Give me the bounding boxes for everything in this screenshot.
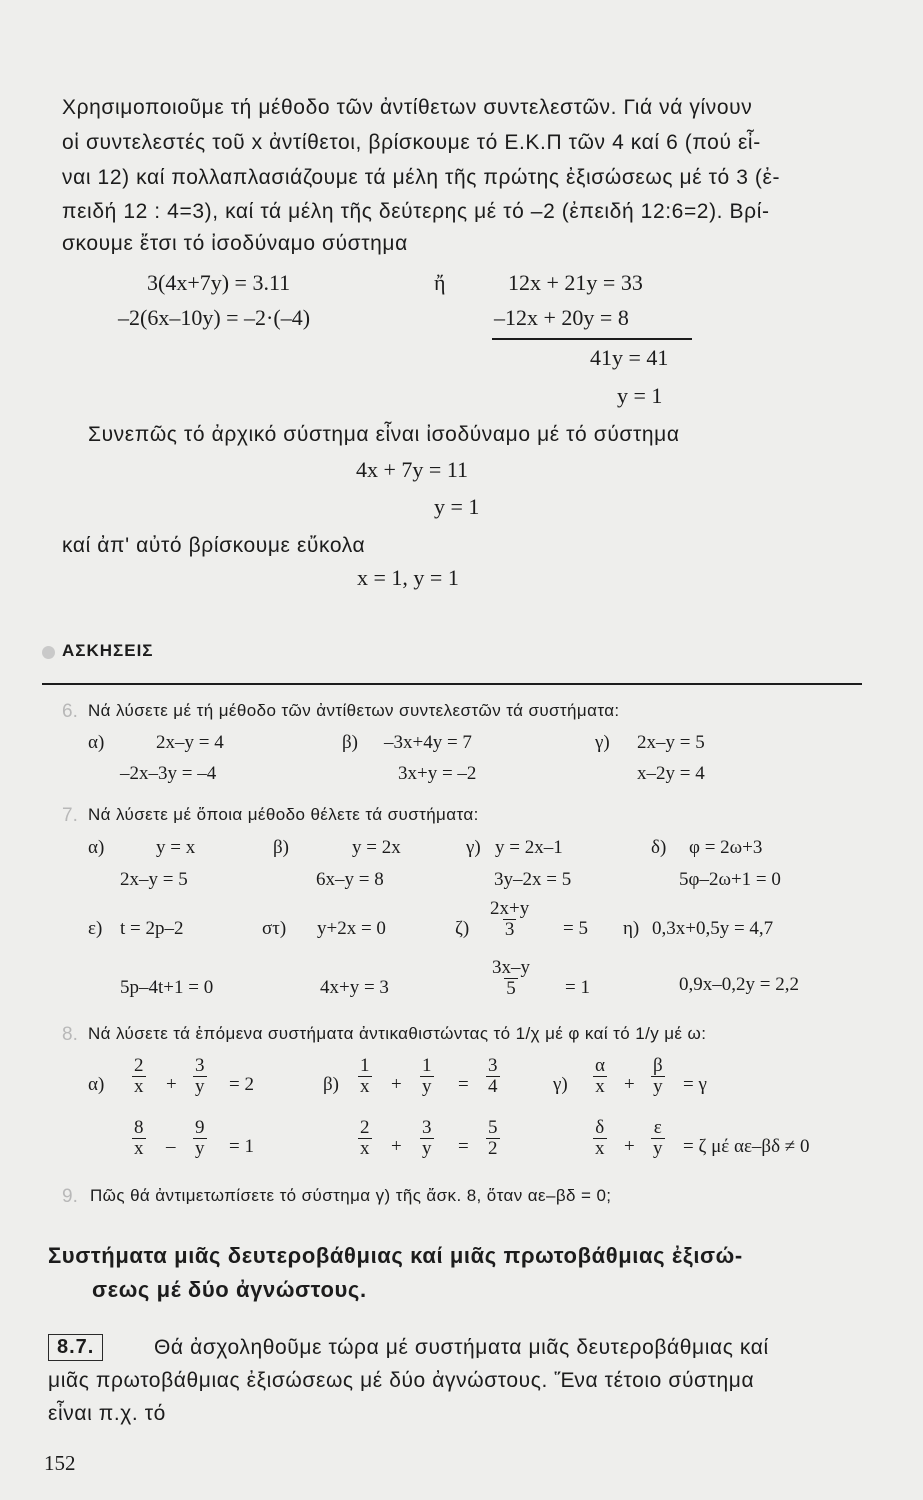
ex8-b1-frac2 xyxy=(420,1056,434,1097)
system-or: ἤ xyxy=(434,270,446,295)
ex7-d1: φ = 2ω+3 xyxy=(689,837,763,858)
ex8-b2-frac3 xyxy=(486,1118,500,1159)
ex6-b2: 3x+y = –2 xyxy=(398,763,477,784)
numerator: 2 xyxy=(134,1055,144,1076)
section-number-box: 8.7. xyxy=(48,1334,103,1361)
ex7-z1-rhs: = 5 xyxy=(563,918,588,939)
ex6-b1: –3x+4y = 7 xyxy=(384,732,472,753)
intro-line-4: πειδή 12 : 4=3), καί τά μέλη τῆς δεύτερης μέ τό –2 (ἐπειδή 12:6=2). Βρί- xyxy=(62,200,770,223)
ex6-a-label: α) xyxy=(88,732,105,753)
system-b3: 41y = 41 xyxy=(590,345,669,370)
ex7-d2: 5φ–2ω+1 = 0 xyxy=(679,869,781,890)
ex8-number: 8. xyxy=(62,1024,78,1045)
ex7-d-label: δ) xyxy=(651,837,667,858)
section-paragraph-line-3: εἶναι π.χ. τό xyxy=(48,1402,166,1425)
ex8-a1-frac1 xyxy=(132,1056,146,1097)
numerator: 5 xyxy=(488,1117,498,1138)
ex8-b1-eq: = xyxy=(458,1074,469,1095)
ex7-c2: 3y–2x = 5 xyxy=(494,869,572,890)
intro-line-2: οἱ συντελεστές τοῦ x ἀντίθετοι, βρίσκουμε τό Ε.Κ.Π τῶν 4 καί 6 (πού εἶ- xyxy=(62,131,761,154)
numerator: 1 xyxy=(422,1055,432,1076)
ex8-a2-frac1 xyxy=(132,1118,146,1159)
numerator: 8 xyxy=(134,1117,144,1138)
denominator: y xyxy=(195,1138,205,1159)
page-number: 152 xyxy=(44,1451,76,1475)
system-b4: y = 1 xyxy=(617,383,663,408)
denominator: y xyxy=(653,1076,663,1097)
ex8-a2-op: – xyxy=(166,1136,176,1157)
system-b1: 12x + 21y = 33 xyxy=(508,270,643,295)
ex6-text: Νά λύσετε μέ τή μέθοδο τῶν ἀντίθετων συντελεστῶν τά συστήματα: xyxy=(88,701,620,720)
ex8-c2-frac1 xyxy=(593,1118,607,1159)
ex7-a1: y = x xyxy=(156,837,196,858)
ex7-e-label: ε) xyxy=(88,918,103,939)
ex8-a1-rhs: = 2 xyxy=(229,1074,254,1095)
system-a2: –2(6x–10y) = –2·(–4) xyxy=(118,305,311,330)
ex6-c-label: γ) xyxy=(595,732,610,753)
numerator: 3 xyxy=(195,1055,205,1076)
intro-line-5: σκουμε ἔτσι τό ἰσοδύναμο σύστημα xyxy=(62,232,408,255)
denominator: x xyxy=(134,1076,144,1097)
ex7-z2-denominator: 5 xyxy=(506,978,516,999)
ex7-b-label: β) xyxy=(273,837,289,858)
conclusion-line2: καί ἀπ' αὐτό βρίσκουμε εὔκολα xyxy=(62,534,366,557)
ex6-b-label: β) xyxy=(342,732,358,753)
ex8-c1-frac2 xyxy=(651,1056,665,1097)
ex7-e1: t = 2p–2 xyxy=(120,918,184,939)
denominator: x xyxy=(134,1138,144,1159)
exercises-rule xyxy=(42,683,862,685)
ex8-b2-eq: = xyxy=(458,1136,469,1157)
conclusion-line: Συνεπῶς τό ἀρχικό σύστημα εἶναι ἰσοδύναμο μέ τό σύστημα xyxy=(88,423,680,446)
numerator: β xyxy=(653,1055,663,1076)
ex8-text: Νά λύσετε τά ἑπόμενα συστήματα ἀντικαθιστώντας τό 1/χ μέ φ καί τό 1/y μέ ω: xyxy=(88,1024,707,1043)
ex6-c2: x–2y = 4 xyxy=(637,763,705,784)
conclusion-eq2: y = 1 xyxy=(434,494,480,519)
conclusion-result: x = 1, y = 1 xyxy=(357,565,459,590)
ex7-h2: 0,9x–0,2y = 2,2 xyxy=(679,974,799,995)
ex7-z1-numerator: 2x+y xyxy=(490,898,530,919)
denominator: y xyxy=(195,1076,205,1097)
ex7-a2: 2x–y = 5 xyxy=(120,869,188,890)
denominator: 4 xyxy=(488,1076,498,1097)
ex7-z-label: ζ) xyxy=(455,918,470,939)
ex7-st2: 4x+y = 3 xyxy=(320,977,389,998)
ex7-text: Νά λύσετε μέ ὅποια μέθοδο θέλετε τά συστήματα: xyxy=(88,805,479,824)
ex7-st1: y+2x = 0 xyxy=(317,918,386,939)
ex8-b2-frac1 xyxy=(358,1118,372,1159)
ex9-number: 9. xyxy=(62,1186,78,1207)
denominator: x xyxy=(360,1076,370,1097)
denominator: x xyxy=(360,1138,370,1159)
numerator: 1 xyxy=(360,1055,370,1076)
conclusion-eq1: 4x + 7y = 11 xyxy=(356,457,468,482)
ex9-text: Πῶς θά ἀντιμετωπίσετε τό σύστημα γ) τῆς ἄσκ. 8, ὅταν αε–βδ = 0; xyxy=(90,1186,612,1205)
ex6-number: 6. xyxy=(62,701,78,722)
system-b2: –12x + 20y = 8 xyxy=(494,305,629,330)
ex8-c2-rhs: = ζ μέ αε–βδ ≠ 0 xyxy=(683,1136,810,1157)
ex6-a1: 2x–y = 4 xyxy=(156,732,224,753)
section-title-line-1: Συστήματα μιᾶς δευτεροβάθμιας καί μιᾶς πρωτοβάθμιας ἐξισώ- xyxy=(48,1243,743,1268)
exercises-title: ΑΣΚΗΣΕΙΣ xyxy=(62,641,154,660)
ex6-a2: –2x–3y = –4 xyxy=(120,763,217,784)
ex8-a1-op: + xyxy=(166,1074,177,1095)
ex7-st-label: στ) xyxy=(262,918,287,939)
denominator: y xyxy=(653,1138,663,1159)
ex8-c2-frac2 xyxy=(651,1118,665,1159)
ex8-c1-op: + xyxy=(624,1074,635,1095)
numerator: δ xyxy=(595,1117,605,1138)
ex7-b1: y = 2x xyxy=(352,837,401,858)
ex7-e2: 5p–4t+1 = 0 xyxy=(120,977,214,998)
bullet-icon xyxy=(42,646,55,659)
numerator: 3 xyxy=(422,1117,432,1138)
section-paragraph-line-2: μιᾶς πρωτοβάθμιας ἐξισώσεως μέ δύο ἀγνώστους. Ἕνα τέτοιο σύστημα xyxy=(48,1369,755,1392)
numerator: α xyxy=(595,1055,605,1076)
denominator: 2 xyxy=(488,1138,498,1159)
ex7-b2: 6x–y = 8 xyxy=(316,869,384,890)
ex7-z2-fraction xyxy=(490,958,532,999)
ex7-c1: y = 2x–1 xyxy=(495,837,563,858)
numerator: 2 xyxy=(360,1117,370,1138)
section-paragraph-line-1: Θά ἀσχοληθοῦμε τώρα μέ συστήματα μιᾶς δευτεροβάθμιας καί xyxy=(154,1336,769,1359)
ex8-a2-rhs: = 1 xyxy=(229,1136,254,1157)
ex8-c1-rhs: = γ xyxy=(683,1074,707,1095)
ex8-b-label: β) xyxy=(323,1074,339,1095)
ex8-a1-frac2 xyxy=(193,1056,207,1097)
ex7-c-label: γ) xyxy=(466,837,481,858)
ex8-a2-frac2 xyxy=(193,1118,207,1159)
numerator: 9 xyxy=(195,1117,205,1138)
ex7-z2-rhs: = 1 xyxy=(565,977,590,998)
numerator: ε xyxy=(653,1117,662,1138)
system-a1: 3(4x+7y) = 3.11 xyxy=(147,270,291,295)
ex8-c-label: γ) xyxy=(553,1074,568,1095)
intro-line-3: ναι 12) καί πολλαπλασιάζουμε τά μέλη τῆς πρώτης ἐξισώσεως μέ τό 3 (ἐ- xyxy=(62,166,781,189)
denominator: x xyxy=(595,1076,605,1097)
ex7-number: 7. xyxy=(62,805,78,826)
ex7-a-label: α) xyxy=(88,837,105,858)
ex7-h-label: η) xyxy=(623,918,640,939)
ex7-z2-numerator: 3x–y xyxy=(492,957,530,978)
ex8-b2-frac2 xyxy=(420,1118,434,1159)
ex6-c1: 2x–y = 5 xyxy=(637,732,705,753)
ex8-a-label: α) xyxy=(88,1074,105,1095)
ex8-b1-op: + xyxy=(391,1074,402,1095)
ex8-b1-frac3 xyxy=(486,1056,500,1097)
ex7-z1-denominator: 3 xyxy=(504,919,515,940)
numerator: 3 xyxy=(488,1055,498,1076)
sum-rule xyxy=(492,338,692,340)
ex8-c2-op: + xyxy=(624,1136,635,1157)
section-title-line-2: σεως μέ δύο ἀγνώστους. xyxy=(92,1277,367,1302)
denominator: y xyxy=(422,1076,432,1097)
denominator: y xyxy=(422,1138,432,1159)
ex7-h1: 0,3x+0,5y = 4,7 xyxy=(652,918,774,939)
ex8-c1-frac1 xyxy=(593,1056,607,1097)
ex8-b2-op: + xyxy=(391,1136,402,1157)
ex8-b1-frac1 xyxy=(358,1056,372,1097)
intro-line-1: Χρησιμοποιοῦμε τή μέθοδο τῶν ἀντίθετων συντελεστῶν. Γιά νά γίνουν xyxy=(62,96,753,119)
ex7-z1-fraction xyxy=(488,899,531,940)
denominator: x xyxy=(595,1138,605,1159)
